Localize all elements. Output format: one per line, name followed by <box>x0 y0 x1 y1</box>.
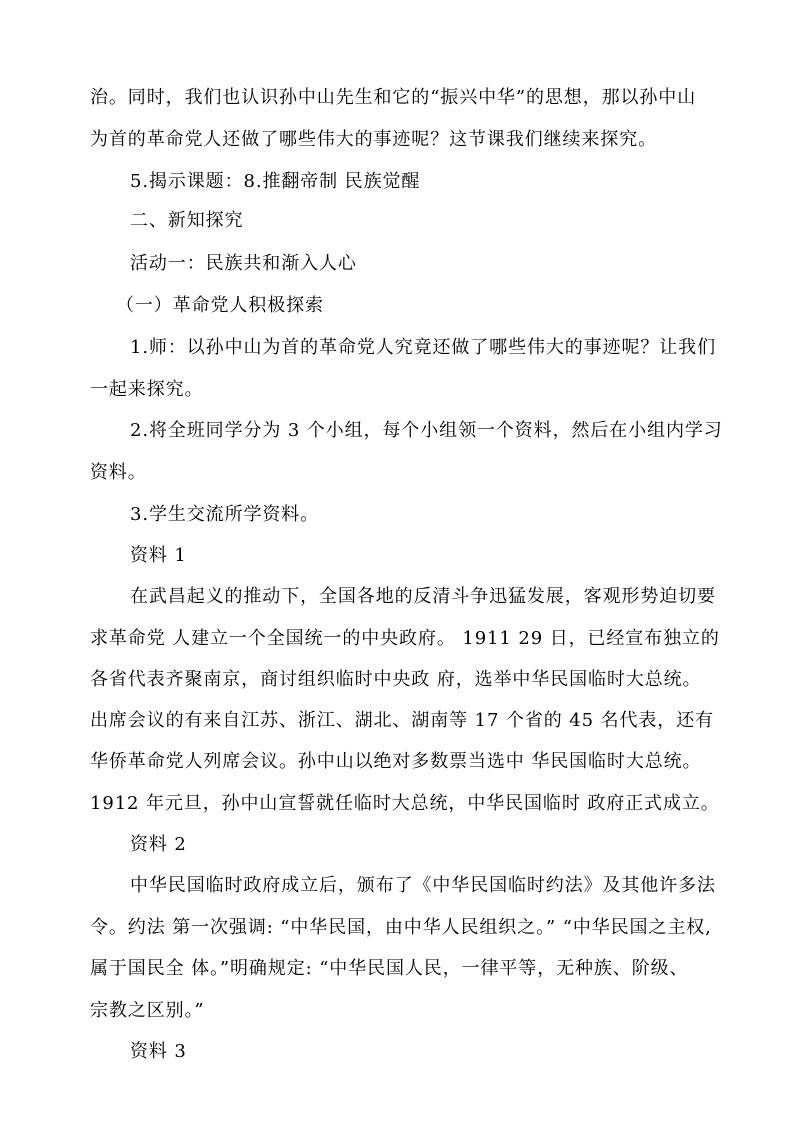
paragraph-line: 在武昌起义的推动下，全国各地的反清斗争迅猛发展，客观形势迫切要 <box>130 586 716 607</box>
material-heading: 资料 2 <box>130 834 187 855</box>
paragraph-line: 令。约法 第一次强调: “中华民国，由中华人民组织之。” “中华民国之主权, <box>90 917 712 938</box>
section-heading: 二、新知探究 <box>130 210 244 231</box>
material-heading: 资料 3 <box>130 1041 187 1062</box>
paragraph-line: 资料。 <box>90 462 147 483</box>
paragraph-line: 属于国民全 体。”明确规定: “中华民国人民，一律平等，无种族、阶级、 <box>90 958 689 979</box>
paragraph-line: 求革命党 人建立一个全国统一的中央政府。 1911 29 日，已经宣布独立的 <box>90 628 720 649</box>
paragraph-line: 各省代表齐聚南京，商讨组织临时中央政 府，选举中华民国临时大总统。 <box>90 669 702 690</box>
paragraph-line: 出席会议的有来自江苏、浙江、湖北、湖南等 17 个省的 45 名代表，还有 <box>90 710 714 731</box>
paragraph-line: 1.师：以孙中山为首的革命党人究竟还做了哪些伟大的事迹呢？让我们 <box>130 337 716 358</box>
paragraph-line: 2.将全班同学分为 3 个小组，每个小组领一个资料，然后在小组内学习 <box>130 420 723 441</box>
paragraph-line: 治。同时，我们也认识孙中山先生和它的“振兴中华”的思想，那以孙中山 <box>90 87 697 108</box>
paragraph-line: 1912 年元旦，孙中山宣誓就任临时大总统，中华民国临时 政府正式成立。 <box>90 793 720 814</box>
paragraph-line: 宗教之区别。” <box>90 1000 205 1021</box>
paragraph-line: 华侨革命党人列席会议。孙中山以绝对多数票当选中 华民国临时大总统。 <box>90 751 702 772</box>
material-heading: 资料 1 <box>130 545 187 566</box>
lesson-topic: 5.揭示课题：8.推翻帝制 民族觉醒 <box>130 171 421 192</box>
subsection-heading: （一）革命党人积极探索 <box>116 295 324 316</box>
activity-heading: 活动一：民族共和渐入人心 <box>130 253 357 274</box>
paragraph-line: 3.学生交流所学资料。 <box>130 504 320 525</box>
paragraph-line: 中华民国临时政府成立后，颁布了《中华民国临时约法》及其他许多法 <box>130 875 716 896</box>
paragraph-line: 为首的革命党人还做了哪些伟大的事迹呢？这节课我们继续来探究。 <box>90 129 657 150</box>
paragraph-line: 一起来探究。 <box>90 379 204 400</box>
